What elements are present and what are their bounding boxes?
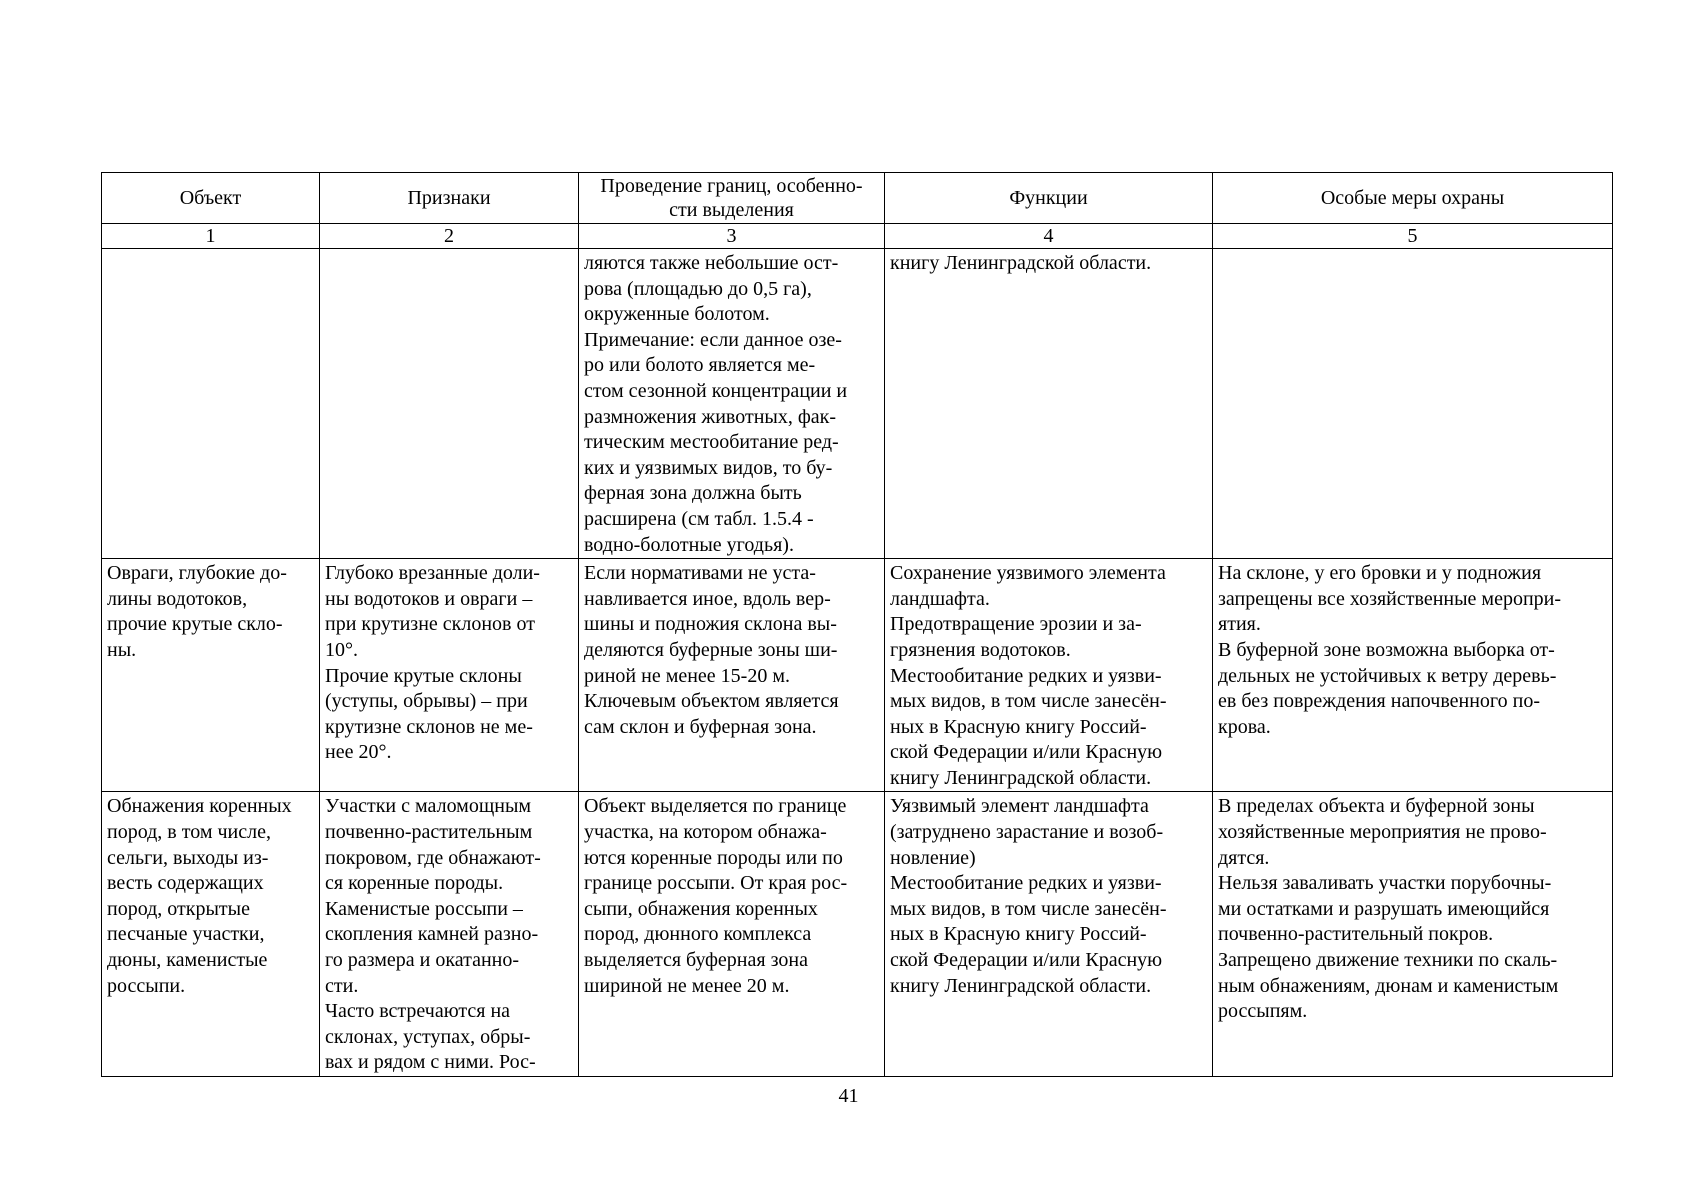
cell-text-line: Сохранение уязвимого элемента <box>890 562 1166 585</box>
column-number: 4 <box>885 224 1213 249</box>
cell-protection <box>1213 249 1613 559</box>
cell-text-line: книгу Ленинградской области. <box>890 252 1152 274</box>
cell-text-line: книгу Ленинградской области. <box>890 766 1152 789</box>
cell-text-line: прочие крутые скло- <box>107 613 283 636</box>
cell-boundaries <box>579 249 885 559</box>
cell-text-line: ных в Красную книгу Россий- <box>890 923 1147 946</box>
cell-text-line: дюны, каменистые <box>107 949 268 972</box>
cell-protection <box>1213 559 1613 792</box>
header-features: Признаки <box>320 173 579 224</box>
cell-text-line: шириной не менее 20 м. <box>584 974 790 997</box>
cell-text-line: вах и рядом с ними. Рос- <box>325 1051 536 1074</box>
cell-text-line: ев без повреждения напочвенного по- <box>1218 690 1540 713</box>
cell-object <box>102 792 320 1077</box>
cell-text-line: россыпям. <box>1218 1000 1308 1023</box>
cell-text-line: В буферной зоне возможна выборка от- <box>1218 638 1555 661</box>
cell-text-line: ской Федерации и/или Красную <box>890 949 1163 972</box>
cell-text-line: ны водотоков и овраги – <box>325 587 533 610</box>
cell-text-line: пород, в том числе, <box>107 821 271 844</box>
cell-text-line: Уязвимый элемент ландшафта <box>890 795 1149 818</box>
protection-measures-table <box>101 172 1613 1077</box>
cell-text-line: песчаные участки, <box>107 923 265 946</box>
header-boundaries <box>579 173 885 224</box>
table-header-row <box>102 173 1613 224</box>
cell-text-line: мых видов, в том числе занесён- <box>890 897 1167 920</box>
cell-protection <box>1213 792 1613 1077</box>
cell-text-line: ятия. <box>1218 613 1261 636</box>
cell-text-line: дельных не устойчивых к ветру деревь- <box>1218 664 1557 687</box>
cell-text-line: Местообитание редких и уязви- <box>890 664 1162 687</box>
cell-text-line: шины и подножия склона вы- <box>584 613 837 636</box>
column-number: 3 <box>579 224 885 249</box>
cell-text-line: сыпи, обнажения коренных <box>584 897 818 920</box>
cell-text-line: Ключевым объектом является <box>584 690 839 713</box>
cell-text-line: Запрещено движение техники по скаль- <box>1218 949 1558 972</box>
header-object: Объект <box>102 173 320 224</box>
cell-text-line: навливается иное, вдоль вер- <box>584 587 831 610</box>
cell-text-line: Предотвращение эрозии и за- <box>890 613 1142 636</box>
table-row <box>102 249 1613 559</box>
cell-text-line: тическим местообитание ред- <box>584 431 839 454</box>
cell-text-line: выделяется буферная зона <box>584 949 808 972</box>
cell-text-line: водно-болотные угодья). <box>584 533 794 556</box>
column-number: 1 <box>102 224 320 249</box>
cell-text-line: при крутизне склонов от <box>325 613 535 636</box>
cell-text-line: покровом, где обнажают- <box>325 846 541 869</box>
cell-text-line: Часто встречаются на <box>325 1000 511 1023</box>
cell-text-line: склонах, уступах, обры- <box>325 1025 531 1048</box>
cell-text-line: дятся. <box>1218 846 1270 869</box>
header-boundaries-line: сти выделения <box>669 199 794 221</box>
cell-text-line: Примечание: если данное озе- <box>584 328 842 351</box>
cell-text-line: сти. <box>325 974 359 997</box>
cell-text-line: ся коренные породы. <box>325 872 504 895</box>
cell-boundaries <box>579 792 885 1077</box>
cell-features <box>320 559 579 792</box>
cell-text-line: Если нормативами не уста- <box>584 562 816 585</box>
cell-text-line: окруженные болотом. <box>584 303 770 326</box>
cell-text-line: ны. <box>107 638 137 661</box>
cell-text-line: ным обнажениям, дюнам и каменистым <box>1218 974 1559 997</box>
cell-object <box>102 249 320 559</box>
table-row <box>102 559 1613 792</box>
cell-features <box>320 792 579 1077</box>
cell-text-line: стом сезонной концентрации и <box>584 379 848 402</box>
cell-text-line: В пределах объекта и буферной зоны <box>1218 795 1535 818</box>
header-protection: Особые меры охраны <box>1213 173 1613 224</box>
cell-text-line: россыпи. <box>107 974 186 997</box>
cell-text-line: рова (площадью до 0,5 га), <box>584 277 812 300</box>
table-row <box>102 792 1613 1077</box>
cell-text-line: Объект выделяется по границе <box>584 795 847 818</box>
cell-features <box>320 249 579 559</box>
cell-text-line: ются коренные породы или по <box>584 846 843 869</box>
cell-text-line: пород, дюнного комплекса <box>584 923 812 946</box>
cell-object <box>102 559 320 792</box>
cell-text-line: сам склон и буферная зона. <box>584 715 817 738</box>
cell-text-line: крова. <box>1218 715 1271 738</box>
cell-text-line: ландшафта. <box>890 587 990 610</box>
cell-text-line: новление) <box>890 846 976 869</box>
cell-text-line: границе россыпи. От края рос- <box>584 872 848 895</box>
cell-text-line: книгу Ленинградской области. <box>890 974 1152 997</box>
cell-text-line: ляются также небольшие ост- <box>584 252 839 274</box>
cell-text-line: Глубоко врезанные доли- <box>325 562 540 585</box>
cell-boundaries <box>579 559 885 792</box>
cell-text-line: скопления камней разно- <box>325 923 539 946</box>
cell-text-line: почвенно-растительным <box>325 821 533 844</box>
cell-text-line: Прочие крутые склоны <box>325 664 522 687</box>
cell-text-line: (затруднено зарастание и возоб- <box>890 821 1164 844</box>
cell-text-line: На склоне, у его бровки и у подножия <box>1218 562 1542 585</box>
cell-text-line: Обнажения коренных <box>107 795 292 818</box>
cell-functions <box>885 249 1213 559</box>
cell-text-line: Овраги, глубокие до- <box>107 562 287 585</box>
cell-text-line: 10°. <box>325 638 358 661</box>
cell-text-line: Местообитание редких и уязви- <box>890 872 1162 895</box>
cell-text-line: сельги, выходы из- <box>107 846 269 869</box>
cell-text-line: ких и уязвимых видов, то бу- <box>584 456 833 479</box>
cell-text-line: Нельзя заваливать участки порубочны- <box>1218 872 1552 895</box>
cell-text-line: почвенно-растительный покров. <box>1218 923 1494 946</box>
cell-text-line: Участки с маломощным <box>325 795 532 818</box>
cell-text-line: весть содержащих <box>107 872 264 895</box>
cell-text-line: Каменистые россыпи – <box>325 897 523 920</box>
cell-text-line: деляются буферные зоны ши- <box>584 638 838 661</box>
cell-text-line: го размера и окатанно- <box>325 949 520 972</box>
cell-text-line: запрещены все хозяйственные меропри- <box>1218 587 1562 610</box>
cell-text-line: (уступы, обрывы) – при <box>325 690 528 713</box>
cell-text-line: риной не менее 15-20 м. <box>584 664 790 687</box>
cell-functions <box>885 559 1213 792</box>
cell-text-line: участка, на котором обнажа- <box>584 821 827 844</box>
cell-text-line: крутизне склонов не ме- <box>325 715 533 738</box>
column-number-row <box>102 224 1613 249</box>
cell-text-line: размножения животных, фак- <box>584 405 837 428</box>
column-number: 2 <box>320 224 579 249</box>
cell-text-line: мых видов, в том числе занесён- <box>890 690 1167 713</box>
cell-functions <box>885 792 1213 1077</box>
header-boundaries-line: Проведение границ, особенно- <box>600 175 863 197</box>
cell-text-line: ных в Красную книгу Россий- <box>890 715 1147 738</box>
cell-text-line: ми остатками и разрушать имеющийся <box>1218 897 1550 920</box>
cell-text-line: ской Федерации и/или Красную <box>890 741 1163 764</box>
page-number: 41 <box>838 1085 859 1107</box>
cell-text-line: грязнения водотоков. <box>890 638 1071 661</box>
header-functions: Функции <box>885 173 1213 224</box>
cell-text-line: ро или болото является ме- <box>584 354 816 377</box>
column-number: 5 <box>1213 224 1613 249</box>
cell-text-line: хозяйственные мероприятия не прово- <box>1218 821 1547 844</box>
cell-text-line: пород, открытые <box>107 897 250 920</box>
cell-text-line: нее 20°. <box>325 741 392 764</box>
cell-text-line: лины водотоков, <box>107 587 248 610</box>
cell-text-line: расширена (см табл. 1.5.4 - <box>584 507 814 530</box>
cell-text-line: ферная зона должна быть <box>584 482 802 505</box>
